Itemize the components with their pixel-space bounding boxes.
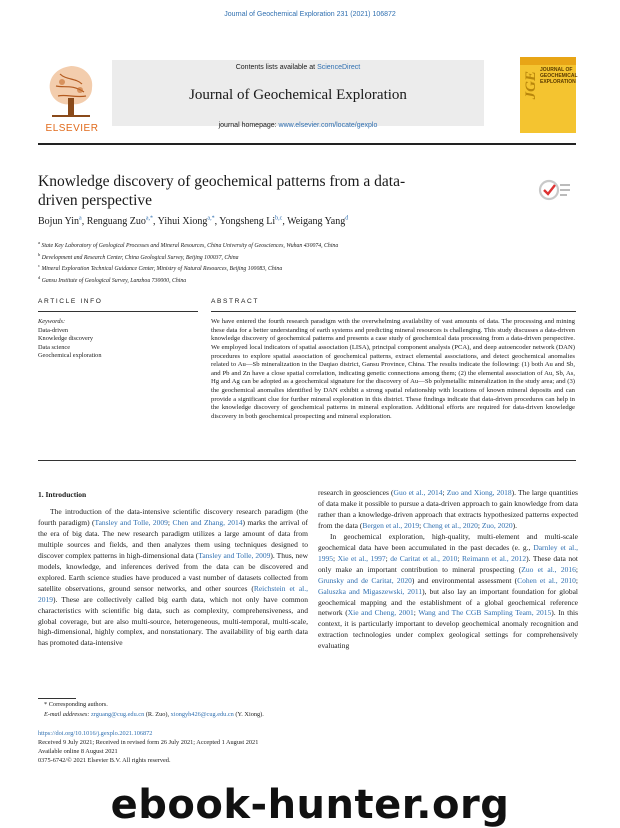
citation-link[interactable]: Reimann et al., 2012 (461, 553, 527, 563)
citation-link[interactable]: Guo et al., 2014 (393, 488, 443, 497)
homepage-prefix: journal homepage: (218, 122, 279, 129)
citation-link[interactable]: Zuo and Xiong, 2018 (446, 488, 512, 497)
intro-left-column (38, 507, 308, 649)
paragraph-text: ; (413, 608, 419, 618)
abstract-text: We have entered the fourth research paradigm with the overwhelming availability of vast amounts of data. The processing and mining these data for a better understanding of earth systems and predicting mineral resources is challenging. This study discusses a data-driven knowledge discovery of geochemical patterns and presents a case study of geochemical data processing from a data-driven perspective. We employed local indicators of spatial association (LISA), principal component analysis (PCA), and deep autoencoder network (DAN) procedures to explore spatial association of geochemical patterns, extract elemental associations, and detect geochemical anomalies related to Au—Sb mineralization in the Daqiao district, Gansu Province, China. The results indicate the following: (1) both Au and Sb, and Pb and Zn have a close spatial correlation, indicating genetic connections among them; (2) the elemental association of Au, Sb, As, Hg and Ag can be adopted as a geochemical signature for the discovery of Au—Sb polymetallic mineralization in the study area; and (3) the geochemical anomalies identified by DAN exhibit a strong spatial relationship with locations of known mineral deposits and can provide a significant clue for further mineral exploration in this district. These findings indicate that data-driven procedures can help in the knowledge discovery of geochemical patterns in mineral exploration. Additional efforts are required for data-driven knowledge discovery in both geochemical prospecting and mineral exploration. (211, 318, 575, 420)
email-owner: (Y. Xiong). (233, 711, 264, 718)
email-line (44, 710, 264, 719)
homepage-line (112, 122, 484, 129)
contents-prefix: Contents lists available at (235, 64, 318, 71)
masthead (38, 60, 576, 138)
paragraph-text: ). In this context, it is particularly important to develop geochemical anomaly recognition and extraction technologies under complex geological settings for comprehensively evaluating (318, 608, 579, 651)
paragraph-text: In geochemical exploration, high-quality, multi-element and multi-scale geochemical data have been accumulated in the past decades (e. g., (318, 531, 578, 552)
journal-name: Journal of Geochemical Exploration (189, 87, 407, 103)
keyword: Geochemical exploration (38, 352, 102, 360)
cover-abbrev: JGE (523, 71, 539, 100)
cover-top-band (520, 57, 576, 65)
author[interactable]: Yongsheng Li$^{b,c}$, (219, 216, 288, 228)
article-info-heading: ARTICLE INFO (38, 298, 103, 305)
citation-link[interactable]: Galuszka and Migaszewski, 2011 (318, 586, 423, 596)
citation-link[interactable]: Darnley et al., 1995 (318, 542, 578, 563)
keyword: Data-driven (38, 326, 69, 334)
paragraph-text: research in geosciences ( (318, 488, 394, 497)
paragraph (38, 507, 308, 649)
citation-link[interactable]: Wang and The CGB Sampling Team, 2015 (418, 608, 552, 618)
keyword: Knowledge discovery (38, 335, 94, 343)
citation-link[interactable]: Cohen et al., 2010 (517, 575, 576, 585)
affiliation-list (38, 239, 578, 285)
author[interactable]: Weigang Yang$^d$ (287, 216, 349, 228)
email-link[interactable]: xiongyh426@cug.edu.cn (170, 711, 234, 718)
citation-link[interactable]: Zuo, 2020 (481, 520, 513, 530)
citation-link[interactable]: de Caritat et al., 2010 (390, 553, 458, 563)
publisher-name: ELSEVIER (45, 123, 99, 134)
corresponding-note: * Corresponding authors. (44, 701, 108, 708)
article-title: Knowledge discovery of geochemical patterns from a data-driven perspective (38, 173, 406, 209)
citation-link[interactable]: Xie et al., 1997 (337, 553, 386, 563)
cover-title: JOURNAL OF GEOCHEMICAL EXPLORATION (540, 67, 578, 85)
keywords-label: Keywords: (38, 318, 66, 325)
keywords-block (38, 318, 188, 361)
email-owner: (R. Zuo), (144, 711, 171, 718)
keyword: Data science (38, 343, 70, 351)
homepage-link[interactable]: www.elsevier.com/locate/gexplo (278, 122, 378, 129)
paragraph (318, 488, 578, 532)
paragraph-text: The introduction of the data-intensive scientific discovery research paradigm (the fourth paradigm) ( (38, 507, 308, 527)
journal-cover-thumbnail[interactable] (520, 57, 576, 133)
citation-link[interactable]: Chen and Zhang, 2014 (172, 517, 243, 527)
citation-link[interactable]: Xie and Cheng, 2001 (347, 608, 414, 618)
affiliation: $^a$ State Key Laboratory of Geological Processes and Mineral Resources, China University of Geosciences, Wuhan 430074, China (38, 240, 339, 249)
paragraph-text: ). These are collectively called big earth data, which not only have common characteristics with scientific big data, such as complexity, comprehensiveness, and global coverage, but are also multi-source, heterogeneous, multi-temporal, multi-scale, high-dimensional, highly complex, and nonstationary. The availability of big earth data has promoted data-intensive (38, 594, 308, 648)
paragraph-text: ). (512, 520, 518, 530)
paragraph-text: ; (442, 488, 447, 497)
paragraph-text: ) marks the arrival of the era of big data. The new research paradigm utilizes a large amount of data from multiple sources and fields, and then analyzes them using techniques designed to discover complex patterns in high-dimensional data ( (38, 517, 308, 560)
check-for-updates-icon[interactable] (538, 178, 572, 206)
sciencedirect-link[interactable]: ScienceDirect (317, 64, 361, 71)
masthead-divider (38, 143, 576, 145)
abstract-rule (211, 311, 576, 312)
article-info-rule (38, 311, 198, 312)
citation-link[interactable]: Reichstein et al., 2019 (38, 583, 309, 604)
affiliation: $^b$ Development and Research Center, China Geological Survey, Beijing 100037, China (38, 251, 239, 261)
abstract-heading: ABSTRACT (211, 298, 259, 305)
citation-link[interactable]: Zuo et al., 2016 (521, 564, 576, 574)
paragraph-text: ), but also lay an important foundation for global geochemical mapping and the establishment of a global geochemical reference network ( (318, 586, 578, 618)
abstract-bottom-rule (38, 460, 576, 461)
paragraph-text: ) and environmental assessment ( (411, 575, 518, 585)
paragraph-text: ). Thus, new models, knowledge, and inferences derived from the data can be discovered and explored. Earth science studies have produced a vast number of datasets collected from satellite observations, ground sensor networks, and other sources ( (38, 550, 308, 593)
affiliation: $^d$ Gansu Institute of Geological Survey, Lanzhou 730000, China (38, 274, 187, 284)
received-dates: Received 9 July 2021; Received in revised form 26 July 2021; Accepted 1 August 2021 (38, 739, 259, 746)
contents-line (112, 64, 484, 71)
paragraph-text: ). The large quantities of data make it possible to pursue a data-driven approach to gain knowledge from data rather than a knowledge-driven approach that extracts hypothesized patterns expected from the data ( (318, 488, 578, 530)
citation-link[interactable]: Grunsky and de Caritat, 2020 (318, 575, 412, 585)
footnote-rule (38, 698, 76, 699)
paragraph-text: ; (333, 553, 338, 563)
paragraph-text: ). These data not only make an important contribution to mineral prospecting ( (318, 553, 578, 574)
author[interactable]: Renguang Zuo$^{a,*}$, (86, 216, 158, 228)
citation-link[interactable]: Tansley and Tolle, 2009 (198, 550, 271, 560)
paragraph-text: ; (457, 553, 462, 563)
paragraph-text: ; (167, 517, 173, 527)
author[interactable]: Yihui Xiong$^{a,*}$, (157, 216, 220, 228)
paragraph-text: ; (419, 520, 424, 530)
email-link[interactable]: zrguang@cug.edu.cn (91, 711, 145, 718)
watermark-text: ebook-hunter.org (110, 782, 510, 828)
copyright-line: 0375-6742/© 2021 Elsevier B.V. All rights reserved. (38, 757, 171, 764)
online-date: Available online 8 August 2021 (38, 748, 118, 755)
doi-link[interactable]: https://doi.org/10.1016/j.gexplo.2021.106872 (38, 730, 153, 737)
section-heading: 1. Introduction (38, 490, 87, 499)
author-list (38, 216, 578, 227)
author[interactable]: Bojun Yin$^a$, (38, 216, 87, 228)
affiliation: $^c$ Mineral Exploration Technical Guidance Center, Ministry of Natural Resources, Beijing 100083, China (38, 263, 283, 272)
citation-link[interactable]: Bergen et al., 2019 (362, 520, 420, 530)
paragraph-text: ; (575, 564, 578, 574)
paragraph-text: ; (477, 520, 482, 530)
paragraph (318, 532, 578, 652)
intro-right-column (318, 488, 578, 652)
citation-link[interactable]: Tansley and Tolle, 2009 (94, 517, 168, 527)
elsevier-tree-logo (38, 60, 104, 130)
citation-link[interactable]: Cheng et al., 2020 (423, 520, 478, 530)
email-label: E-mail addresses: (44, 711, 91, 718)
paragraph-text: ; (385, 553, 391, 563)
journal-citation[interactable]: Journal of Geochemical Exploration 231 (2021) 106872 (224, 11, 396, 18)
paragraph-text: ; (575, 575, 578, 585)
